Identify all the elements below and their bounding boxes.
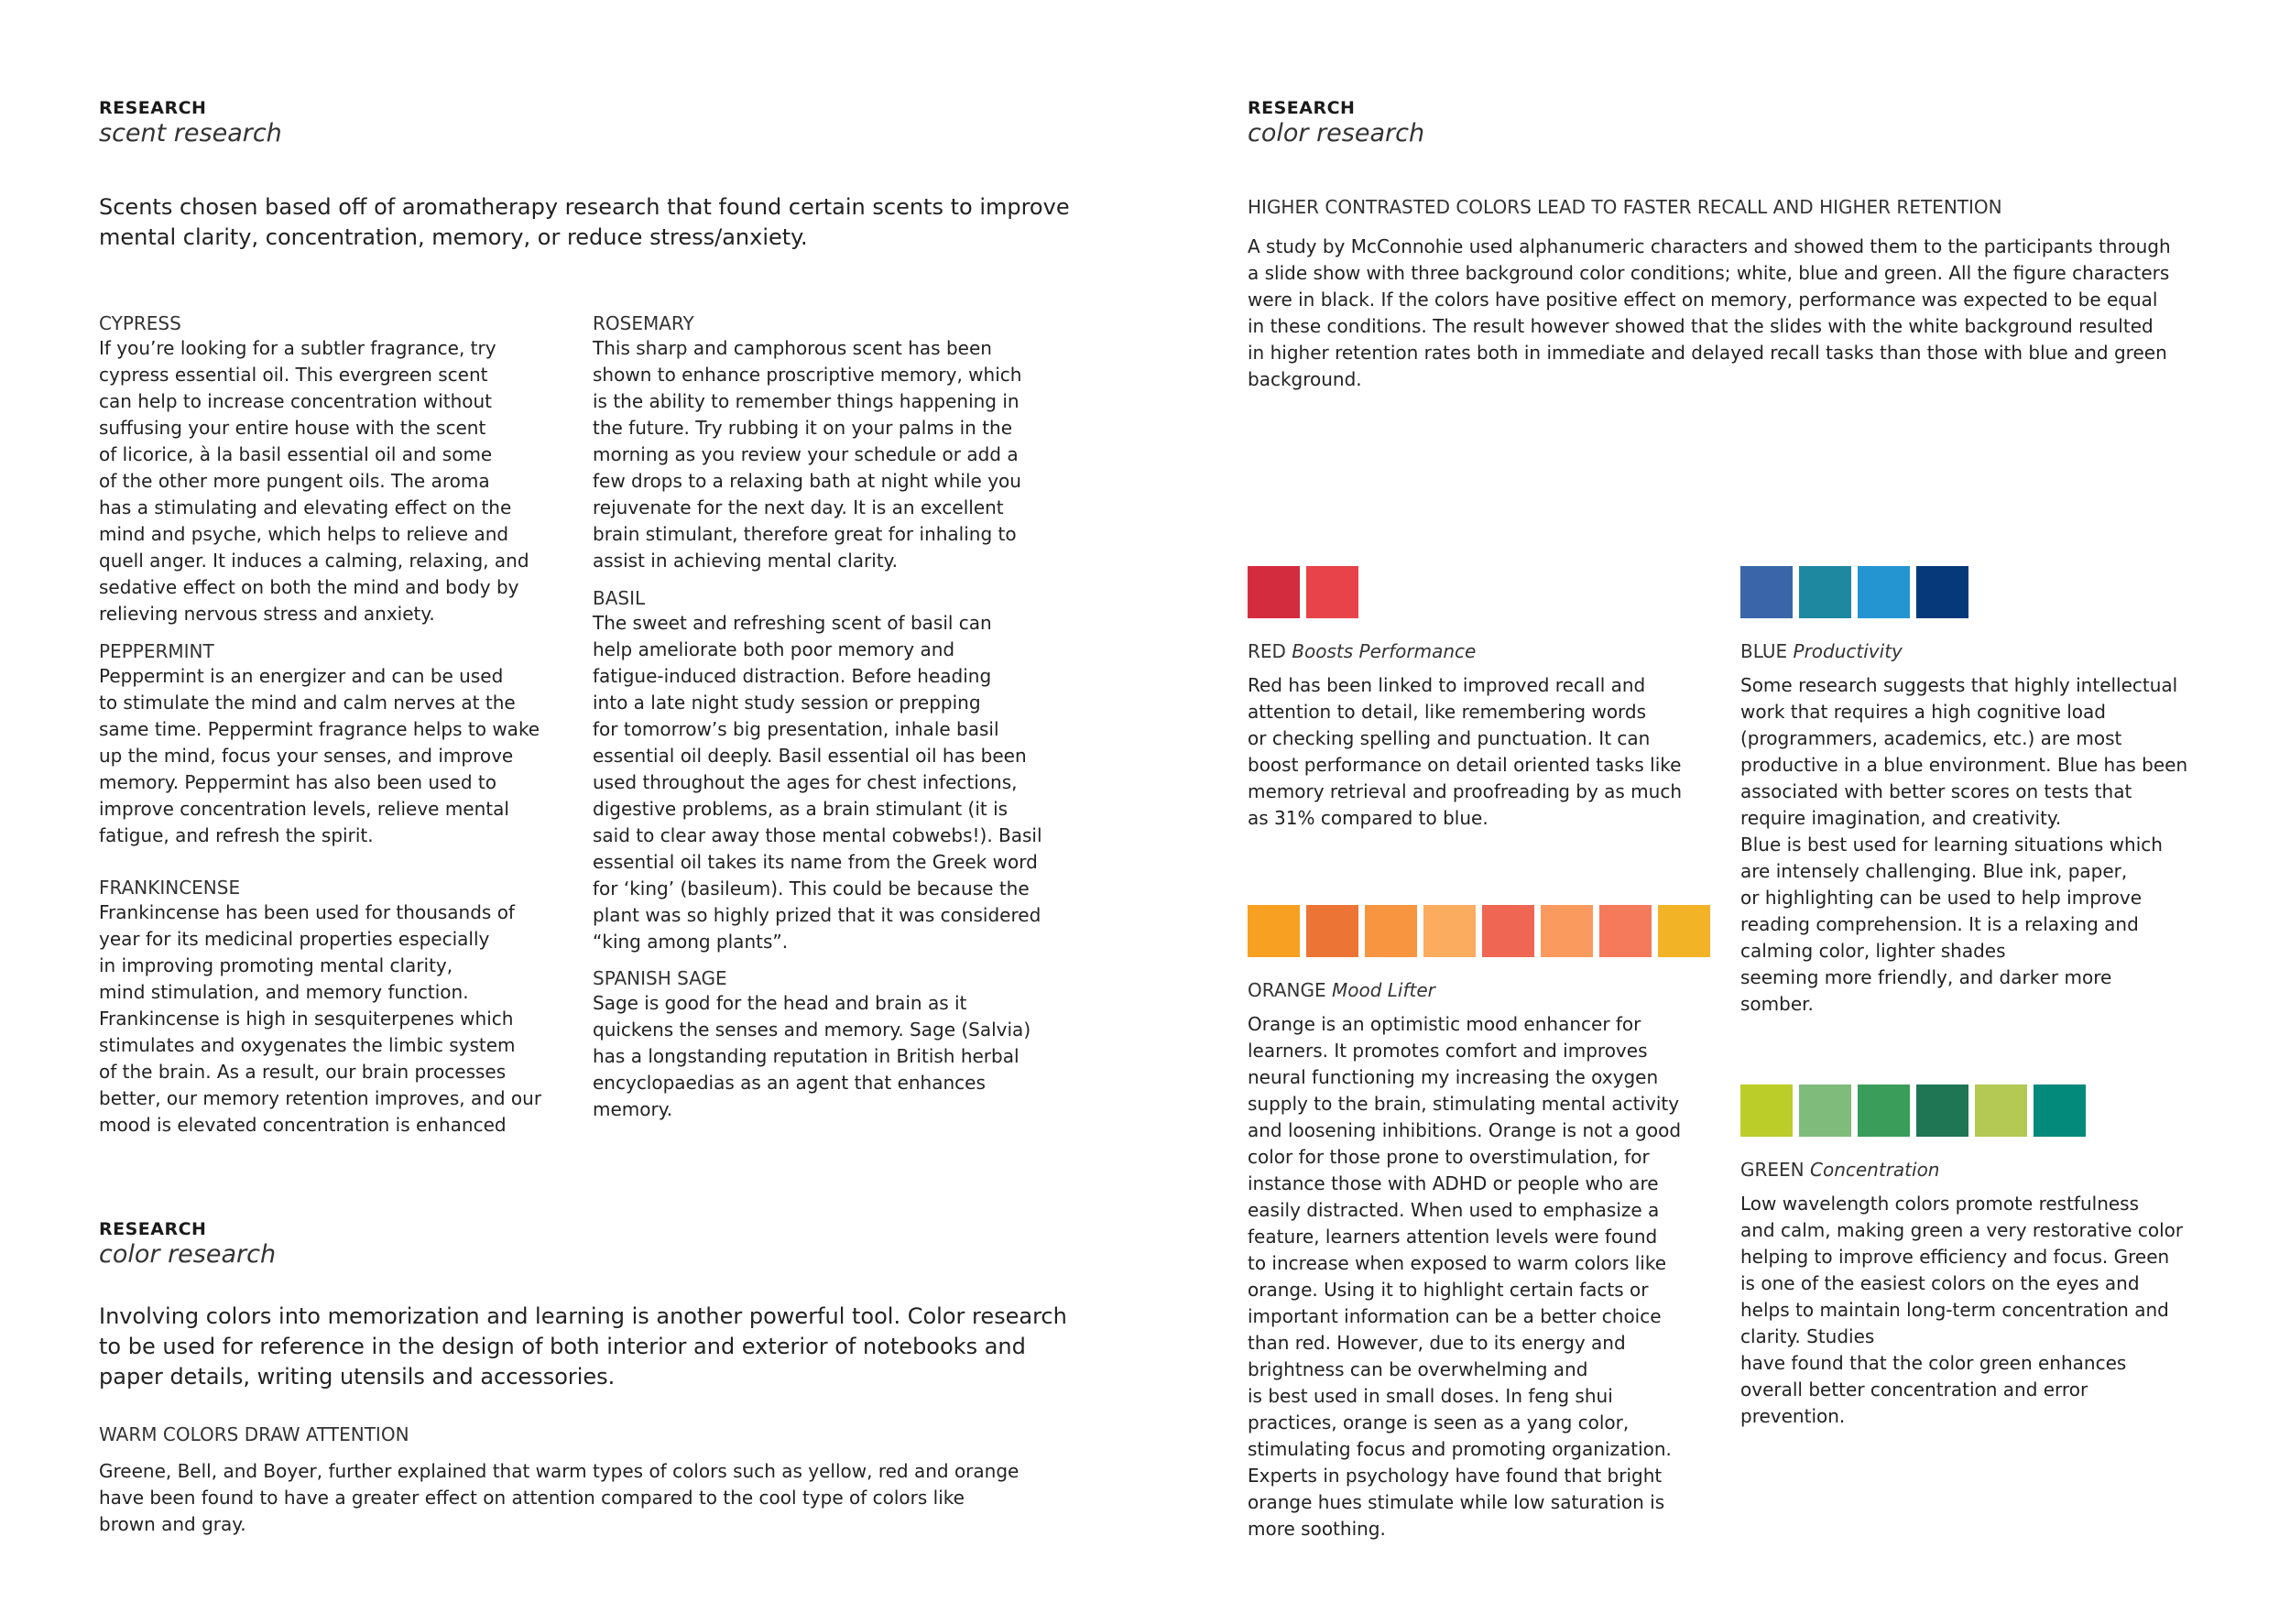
warm-colors-text: Greene, Bell, and Boyer, further explained that warm types of colors such as yellow, red and orange have been found to have a greater effect on attention compared to the cool type of colors like brown and gray. bbox=[99, 1460, 1020, 1535]
spanish-sage-heading: SPANISH SAGE bbox=[593, 967, 727, 989]
orange-swatch-4 bbox=[1423, 905, 1476, 957]
orange-text: Orange is an optimistic mood enhancer for learners. It promotes comfort and improves neural functioning my increasing the oxygen supply to the brain, stimulating mental activity and loosening inhibitions. Orange is not a good color for those prone to overstimulation, for instance those with ADHD or people who are easily distracted. When used to emphasize a feature, learners attention levels were found to increase when exposed to warm colors like orange. Using it to highlight certain facts or important information can be a better choice than red. However, due to its energy and brightness can be overwhelming and is best used in small doses. In feng shui practices, orange is seen as a yang color, stimulating focus and promoting organization. Experts in psychology have found that bright orange hues stimulate while low saturation is more soothing. bbox=[1248, 1013, 1682, 1540]
red-text: Red has been linked to improved recall and attention to detail, like remembering words or checking spelling and punctuation. It can boost performance on detail oriented tasks like memory retrieval and proofreading by as much as 31% compared to blue. bbox=[1248, 674, 1682, 829]
green-swatch-6 bbox=[2034, 1084, 2086, 1137]
blue-swatch-3 bbox=[1858, 566, 1910, 618]
blue-heading: BLUE Productivity bbox=[1740, 640, 1903, 662]
scent-intro: Scents chosen based off of aromatherapy research that found certain scents to improve mental clarity, concentration, memory, or reduce stress/anxiety. bbox=[99, 194, 1070, 250]
orange-swatch-2 bbox=[1306, 905, 1358, 957]
green-swatch-5 bbox=[1975, 1084, 2027, 1137]
blue-swatch-1 bbox=[1740, 566, 1793, 618]
contrast-text: A study by McConnohie used alphanumeric characters and showed them to the participants through a slide show with three background color conditions; white, blue and green. All the figure characters were in black. If the colors have positive effect on memory, performance was expected to be equal in these conditions. The result however showed that the slides with the white background resulted in higher retention rates both in immediate and delayed recall tasks than those with blue and green background. bbox=[1248, 235, 2171, 390]
left-research-label: RESEARCH bbox=[99, 98, 207, 118]
blue-swatch-4 bbox=[1916, 566, 1968, 618]
green-swatch-3 bbox=[1858, 1084, 1910, 1137]
frankincense-heading: FRANKINCENSE bbox=[99, 877, 241, 899]
red-swatch-1 bbox=[1248, 566, 1300, 618]
orange-swatch-5 bbox=[1482, 905, 1534, 957]
green-swatch-2 bbox=[1799, 1084, 1851, 1137]
orange-tagline: Mood Lifter bbox=[1331, 979, 1435, 1001]
green-swatch-1 bbox=[1740, 1084, 1793, 1137]
contrast-heading: HIGHER CONTRASTED COLORS LEAD TO FASTER RECALL AND HIGHER RETENTION bbox=[1248, 196, 2002, 218]
red-heading: RED Boosts Performance bbox=[1248, 640, 1477, 662]
scent-research-subtitle: scent research bbox=[99, 119, 282, 147]
green-swatch-4 bbox=[1916, 1084, 1968, 1137]
frankincense-text: Frankincense has been used for thousands of year for its medicinal properties especially in improving promoting mental clarity, mind stimulation, and memory function. Frankincense is high in sesquiterpenes which stimulates and oxygenates the limbic system of the brain. As a result, our brain processes better, our memory retention improves, and our mood is elevated concentration is enhanced bbox=[99, 901, 542, 1136]
cypress-heading: CYPRESS bbox=[99, 312, 181, 334]
blue-swatch-2 bbox=[1799, 566, 1851, 618]
right-research-label: RESEARCH bbox=[1248, 98, 1356, 118]
warm-colors-heading: WARM COLORS DRAW ATTENTION bbox=[99, 1423, 409, 1445]
orange-swatch-3 bbox=[1365, 905, 1417, 957]
green-heading: GREEN Concentration bbox=[1740, 1159, 1940, 1181]
left-color-research-subtitle: color research bbox=[99, 1240, 277, 1269]
left-color-research-label: RESEARCH bbox=[99, 1219, 207, 1239]
basil-text: The sweet and refreshing scent of basil can help ameliorate both poor memory and fatigue-induced distraction. Before heading into a late night study session or prepping for tomorrow’s big presentation, inhale basil essential oil deeply. Basil essential oil has been used throughout the ages for chest infections, digestive problems, as a brain stimulant (it is said to clear away those mental cobwebs!). Basil essential oil takes its name from the Greek word for ‘king’ (basileum). This could be because the plant was so highly prized that it was considered “king among plants”. bbox=[593, 612, 1042, 953]
orange-swatch-6 bbox=[1541, 905, 1593, 957]
blue-tagline: Productivity bbox=[1793, 640, 1903, 662]
green-tagline: Concentration bbox=[1810, 1159, 1940, 1181]
color-intro: Involving colors into memorization and learning is another powerful tool. Color research to be used for reference in the design of both interior and exterior of notebooks and paper details, writing utensils and accessories. bbox=[99, 1303, 1067, 1390]
orange-swatch-8 bbox=[1658, 905, 1710, 957]
green-text: Low wavelength colors promote restfulness and calm, making green a very restorative color helping to improve efficiency and focus. Green is one of the easiest colors on the eyes and helps to maintain long-term concentration and clarity. Studies have found that the color green enhances overall better concentration and error prevention. bbox=[1740, 1193, 2184, 1427]
orange-heading: ORANGE Mood Lifter bbox=[1248, 979, 1435, 1001]
rosemary-text: This sharp and camphorous scent has been shown to enhance proscriptive memory, which is the ability to remember things happening in the future. Try rubbing it on your palms in the morning as you review your schedule or add a few drops to a relaxing bath at night while you rejuvenate for the next day. It is an excellent brain stimulant, therefore great for inhaling to assist in achieving mental clarity. bbox=[593, 337, 1022, 572]
rosemary-heading: ROSEMARY bbox=[593, 312, 694, 334]
basil-heading: BASIL bbox=[593, 587, 646, 609]
peppermint-text: Peppermint is an energizer and can be used to stimulate the mind and calm nerves at the same time. Peppermint fragrance helps to wake up the mind, focus your senses, and improve memory. Peppermint has also been used to improve concentration levels, relieve mental fatigue, and refresh the spirit. bbox=[99, 665, 540, 846]
blue-text: Some research suggests that highly intellectual work that requires a high cognitive load (programmers, academics, etc.) are most productive in a blue environment. Blue has been associated with better scores on tests that require imagination, and creativity. Blue is best used for learning situations which are intensely challenging. Blue ink, paper, or highlighting can be used to help improve reading comprehension. It is a relaxing and calming color, lighter shades seeming more friendly, and darker more somber. bbox=[1740, 674, 2188, 1015]
peppermint-heading: PEPPERMINT bbox=[99, 640, 214, 662]
red-tagline: Boosts Performance bbox=[1292, 640, 1477, 662]
orange-swatch-1 bbox=[1248, 905, 1300, 957]
orange-swatch-7 bbox=[1599, 905, 1652, 957]
spanish-sage-text: Sage is good for the head and brain as it quickens the senses and memory. Sage (Salvia) has a longstanding reputation in British herbal encyclopaedias as an agent that enhances memory. bbox=[593, 992, 1031, 1120]
red-swatch-2 bbox=[1306, 566, 1358, 618]
right-color-research-subtitle: color research bbox=[1248, 119, 1425, 147]
cypress-text: If you’re looking for a subtler fragrance, try cypress essential oil. This evergreen scent can help to increase concentration without suffusing your entire house with the scent of licorice, à la basil essential oil and some of the other more pungent oils. The aroma has a stimulating and elevating effect on the mind and psyche, which helps to relieve and quell anger. It induces a calming, relaxing, and sedative effect on both the mind and body by relieving nervous stress and anxiety. bbox=[99, 337, 529, 625]
